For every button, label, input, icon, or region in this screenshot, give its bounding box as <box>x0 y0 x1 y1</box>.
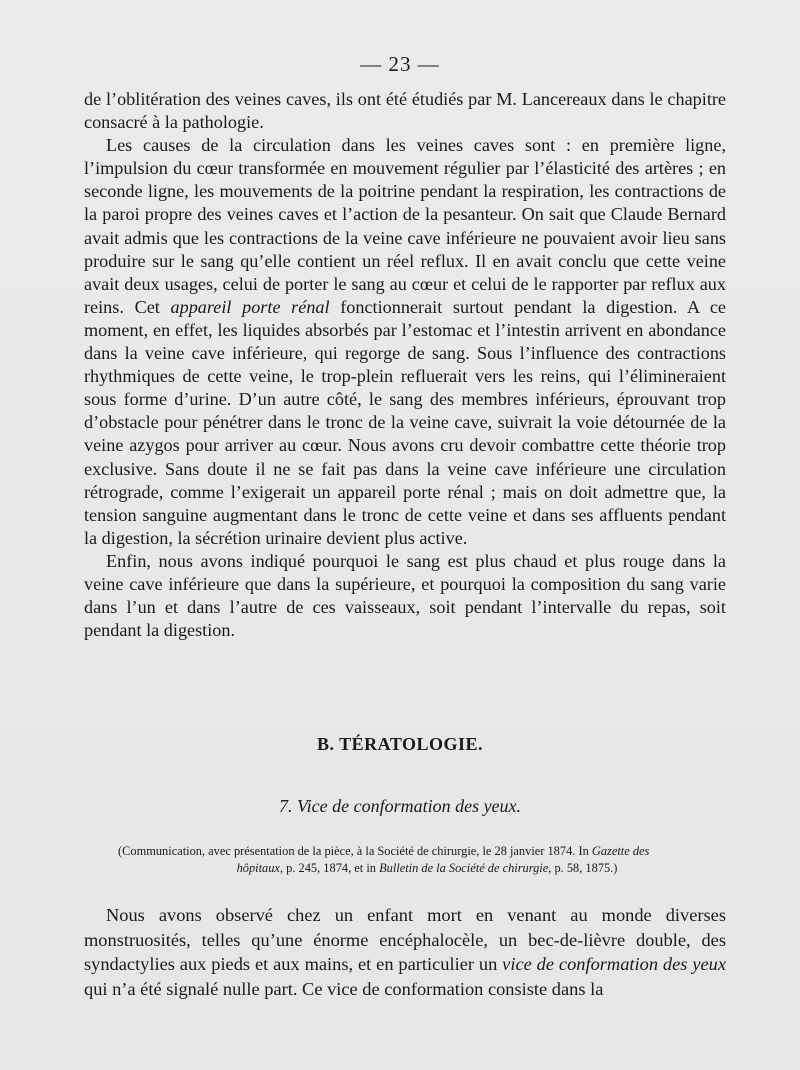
subsection-heading: 7. Vice de conformation des yeux. <box>278 796 522 816</box>
communication-line-2 <box>118 860 726 877</box>
text-run: qui n’a été signalé nulle part. Ce vice de conformation consiste dans la <box>84 978 604 999</box>
text-run: de l’oblitération des veines caves, ils ont été étudiés par M. Lancereaux dans le chapitre consacré à la pathologie. <box>84 89 726 133</box>
italic-text: Bulletin de la Société de chirurgie <box>379 861 549 875</box>
communication-note <box>118 843 726 877</box>
text-run: Les causes de la circulation dans les veines caves sont : en première ligne, l’impulsion du cœur transformée en mouvement régulier par l’élasticité des artères ; en seconde ligne, les mouvements de la poitrine pendant la respiration, les contractions de la paroi propre des veines caves et l’action de la pesanteur. On sait que Claude Bernard avait admis que les contractions de la veine cave inférieure ne pouvaient avoir lieu sans produire sur le sang qu’elle contient un réel reflux. Il en avait conclu que cette veine avait deux usages, celui de porter le sang au cœur et celui de le rapporter par reflux aux reins. Cet <box>84 135 726 317</box>
text-run: Nous avons observé chez un enfant mort en venant au monde diverses monstruosités, telles qu’une énorme encéphalocèle, un bec-de-lièvre double, des syndactylies aux pieds et aux mains, et en particulier un <box>84 905 726 974</box>
section-heading: B. TÉRATOLOGIE. <box>316 734 484 754</box>
paragraph <box>84 88 726 134</box>
text-run: , p. 245, 1874, et in <box>279 861 380 875</box>
communication-line-1 <box>118 844 649 858</box>
italic-text: hôpitaux <box>236 861 280 875</box>
text-run: Enfin, nous avons indiqué pourquoi le sang est plus chaud et plus rouge dans la veine cave inférieure que dans la supérieure, et pourquoi la composition du sang varie dans l’un et dans l’autre de ces vaisseaux, soit pendant l’intervalle du repas, soit pendant la digestion. <box>84 550 726 641</box>
body-text-top <box>84 88 726 642</box>
page-number: — 23 — <box>360 52 440 76</box>
italic-text: Gazette des <box>591 844 650 858</box>
text-run: (Communication, avec présentation de la pièce, à la Société de chirurgie, le 28 janvier 1874. In <box>118 844 592 858</box>
paragraph <box>84 550 726 642</box>
paragraph <box>84 903 726 1001</box>
italic-text: appareil porte rénal <box>170 296 330 317</box>
paragraph <box>84 134 726 550</box>
body-text-bottom <box>84 903 726 1001</box>
text-run: , p. 58, 1875.) <box>548 861 618 875</box>
text-run: fonctionnerait surtout pendant la digestion. A ce moment, en effet, les liquides absorbés par l’estomac et l’intestin arrivent en abondance dans la veine cave inférieure, qui regorge de sang. Sous l’influence des contractions rhythmiques de cette veine, le trop-plein refluerait vers les reins, qui l’élimineraient sous forme d’urine. D’un autre côté, le sang des membres inférieurs, éprouvant trop d’obstacle pour pénétrer dans le tronc de la veine cave, suivrait la voie détournée de la veine azygos pour arriver au cœur. Nous avons cru devoir combattre cette théorie trop exclusive. Sans doute il ne se fait pas dans la veine cave inférieure une circulation rétrograde, comme l’exigerait un appareil porte rénal ; mais on doit admettre que, la tension sanguine augmentant dans le tronc de cette veine et dans ses affluents pendant la digestion, la sécrétion urinaire devient plus active. <box>84 296 726 548</box>
italic-text: vice de conformation des yeux <box>502 954 727 974</box>
